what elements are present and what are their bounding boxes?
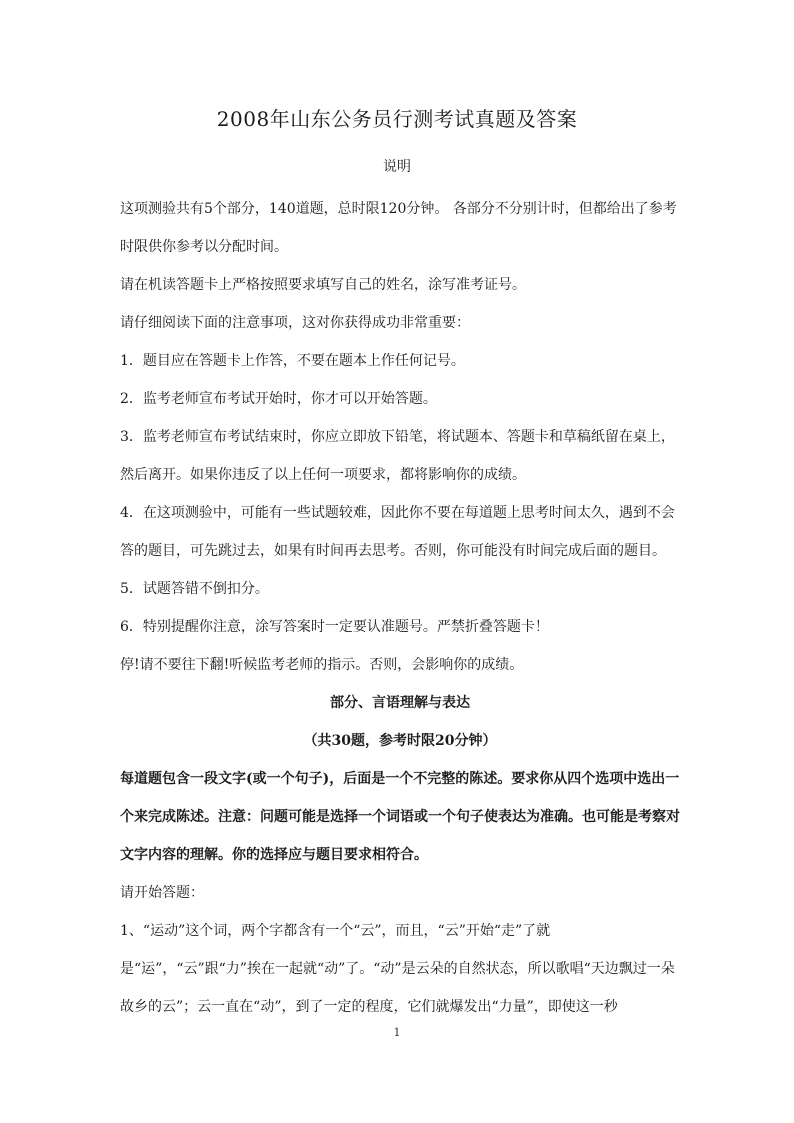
- document-subtitle: 说明: [383, 159, 411, 175]
- paragraph: 请在机读答题卡上严格按照要求填写自己的姓名，涂写准考证号。: [120, 277, 526, 293]
- page-number: 1: [393, 1026, 401, 1039]
- instructions-paragraph: 每道题包含一段文字(或一个句子)，后面是一个不完整的陈述。要求你从四个选项中选出一个来完成陈述。注意：问题可能是选择一个词语或一个句子使表达为准确。也可能是考察对文字内容的理解。你的选择应与题目要求相符合。: [120, 771, 680, 863]
- paragraph: 停!请不要往下翻!听候监考老师的指示。否则，会影响你的成绩。: [120, 657, 524, 673]
- paragraph: 2．监考老师宣布考试开始时，你才可以开始答题。: [120, 391, 437, 407]
- paragraph: 6．特别提醒你注意，涂写答案时一定要认准题号。严禁折叠答题卡！: [120, 619, 549, 635]
- document-title: 2008年山东公务员行测考试真题及答案: [216, 107, 578, 131]
- paragraph: 5．试题答错不倒扣分。: [120, 581, 269, 597]
- paragraph: 3．监考老师宣布考试结束时，你应立即放下铅笔，将试题本、答题卡和草稿纸留在桌上，然后离开。如果你违反了以上任何一项要求，都将影响你的成绩。: [120, 429, 675, 483]
- section-heading: （共30题，参考时限20分钟）: [303, 733, 497, 749]
- paragraph: 请开始答题：: [120, 885, 204, 901]
- paragraph: 请仔细阅读下面的注意事项，这对你获得成功非常重要：: [120, 315, 470, 331]
- paragraph: 1、“运动”这个词，两个字都含有一个“云”，而且，“云”开始“走”了就是“运”，“云”跟“力”挨在一起就“动”了。“动”是云朵的自然状态，所以歌唱“天边飘过一朵故乡的云”；云一直在“动”，到了一定的程度，它们就爆发出“力量”，即使这一秒: [120, 923, 675, 1015]
- document-body: [120, 190, 680, 1026]
- paragraph: 4．在这项测验中，可能有一些试题较难，因此你不要在每道题上思考时间太久，遇到不会答的题目，可先跳过去，如果有时间再去思考。否则，你可能没有时间完成后面的题目。: [120, 505, 675, 559]
- paragraph: 这项测验共有5个部分，140道题，总时限120分钟。 各部分不分别计时，但都给出了参考时限供你参考以分配时间。: [120, 201, 677, 255]
- paragraph: 1．题目应在答题卡上作答，不要在题本上作任何记号。: [120, 353, 465, 369]
- section-heading: 部分、言语理解与表达: [330, 695, 470, 711]
